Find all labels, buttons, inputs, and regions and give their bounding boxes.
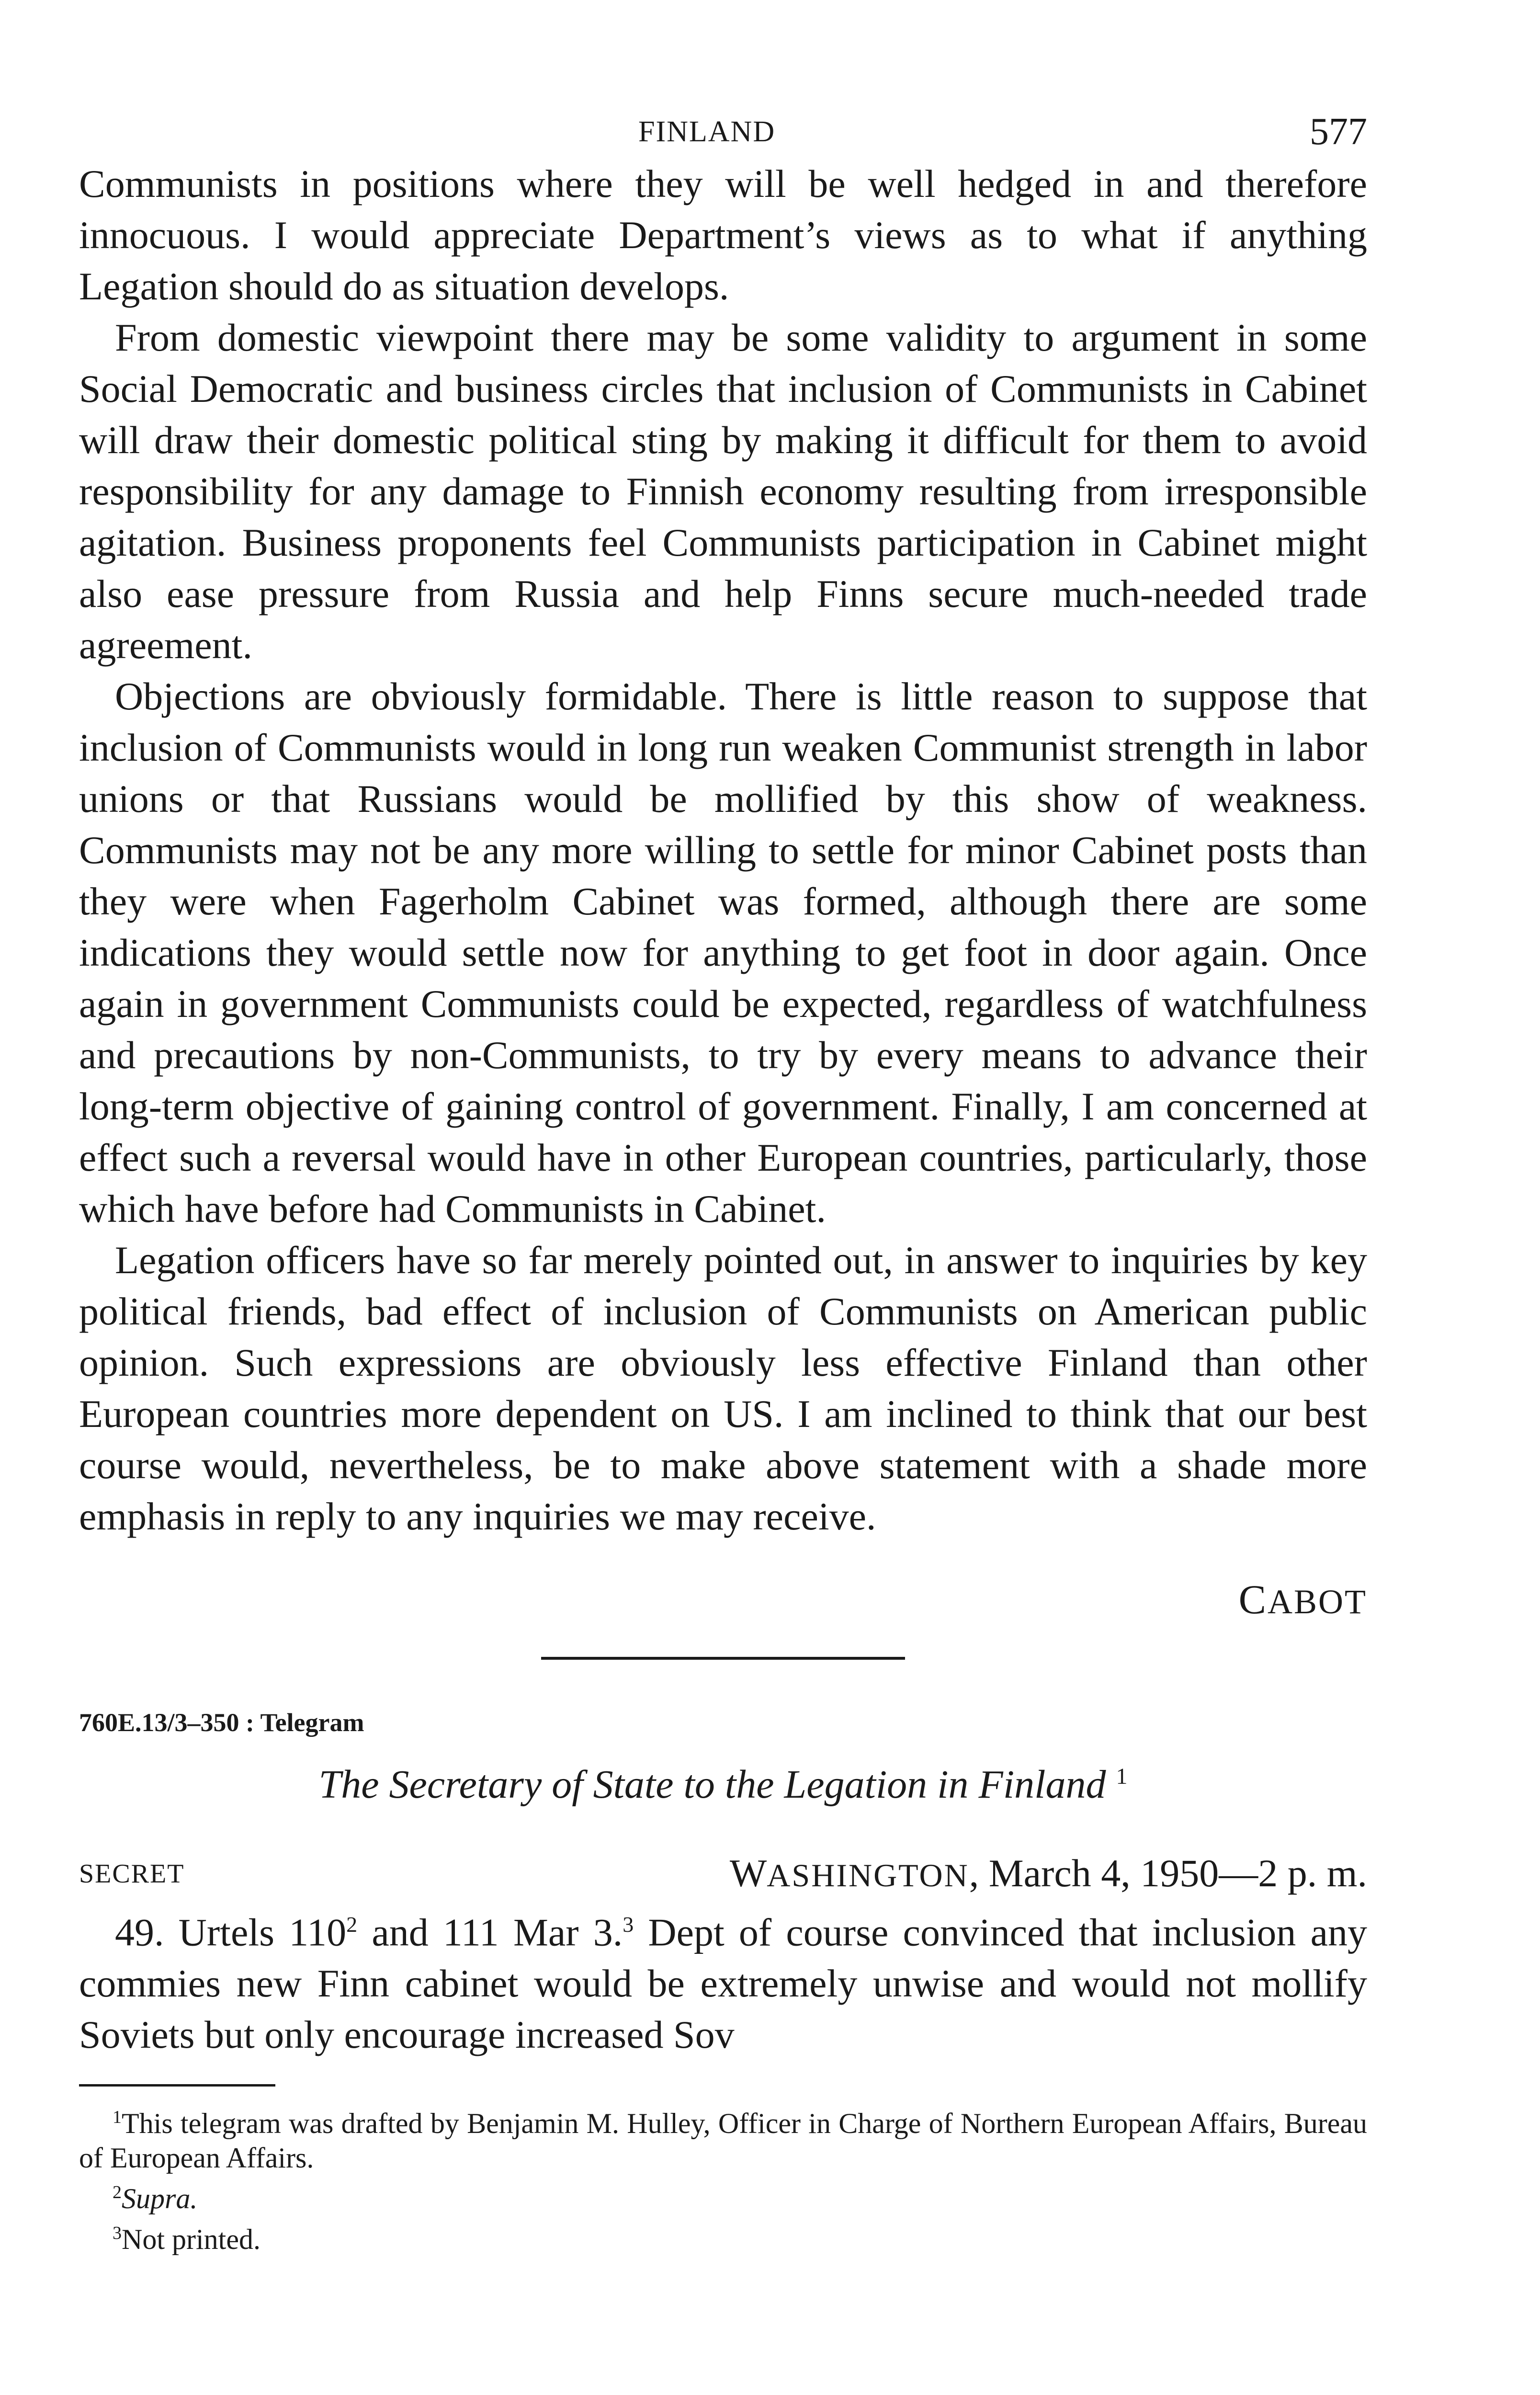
telegram-text-1: 49. Urtels 110 xyxy=(115,1910,347,1954)
footnote-mark-3: 3 xyxy=(113,2223,122,2244)
telegram-text-3: Dept of course convinced that inclusion any commies new Finn cabinet would be extremely unwise and would not mollify Soviets but only encourage increased Sov xyxy=(79,1910,1367,2057)
footnote-text-3: Not printed. xyxy=(122,2224,260,2256)
classification-label: SECRET xyxy=(79,1859,185,1889)
footnote-mark-1: 1 xyxy=(113,2107,122,2128)
footnote-divider xyxy=(79,2084,275,2087)
document-title xyxy=(79,1761,1367,1808)
footnote-ref-1: 1 xyxy=(1116,1764,1128,1789)
footnote-1 xyxy=(79,2100,1367,2175)
section-divider xyxy=(541,1657,905,1660)
telegram-text-2: and 111 Mar 3. xyxy=(357,1910,623,1954)
place-initial: W xyxy=(729,1851,767,1895)
paragraph-domestic-viewpoint: From domestic viewpoint there may be some validity to argument in some Social Democratic and business circles that inclusion of Communists in Cabinet will draw their domestic political sting by making it difficult for them to avoid responsibility for any damage to Finnish economy resulting from irresponsible agitation. Business proponents feel Communists participation in Cabinet might also ease pressure from Russia and help Finns secure much-needed trade agreement. xyxy=(79,316,1367,667)
telegram-body xyxy=(79,1899,1367,2060)
footnote-ref-2: 2 xyxy=(346,1912,358,1937)
telegram-paragraph xyxy=(79,1899,1367,2060)
letter-body xyxy=(79,158,1367,1542)
footnote-mark-2: 2 xyxy=(113,2182,122,2203)
footnote-3 xyxy=(79,2216,1367,2257)
page-number: 577 xyxy=(1310,111,1367,153)
file-reference: 760E.13/3–350 : Telegram xyxy=(79,1708,364,1737)
place-and-date xyxy=(730,1851,1367,1896)
signature-initial: C xyxy=(1238,1576,1268,1622)
footnote-2 xyxy=(79,2175,1367,2216)
signature xyxy=(79,1575,1367,1623)
footnotes xyxy=(79,2100,1367,2257)
running-head xyxy=(79,105,1367,158)
footnote-ref-3: 3 xyxy=(623,1912,634,1937)
footnote-text-2: Supra. xyxy=(122,2183,198,2215)
running-title: FINLAND xyxy=(638,115,776,148)
document-title-text: The Secretary of State to the Legation in Finland xyxy=(318,1762,1106,1807)
paragraph-legation-officers: Legation officers have so far merely pointed out, in answer to inquiries by key political friends, bad effect of inclusion of Communists on American public opinion. Such expressions are obviously less effective Finland than other European countries more dependent on US. I am inclined to think that our best course would, nevertheless, be to make above statement with a shade more emphasis in reply to any inquiries we may receive. xyxy=(79,1238,1367,1538)
place-rest: ASHINGTON xyxy=(767,1857,969,1893)
paragraph-continued: Communists in positions where they will be well hedged in and therefore innocuous. I would appreciate Department’s views as to what if anything Legation should do as situation develops. xyxy=(79,162,1367,308)
date-text: , March 4, 1950—2 p. m. xyxy=(969,1851,1367,1895)
paragraph-objections: Objections are obviously formidable. There is little reason to suppose that inclusion of Communists would in long run weaken Communist strength in labor unions or that Russians would be mollified by this show of weakness. Communists may not be any more willing to settle for minor Cabinet posts than they were when Fagerholm Cabinet was formed, although there are some indications they would settle now for anything to get foot in door again. Once again in government Communists could be expected, regardless of watchfulness and precautions by non-Communists, to try by every means to advance their long-term objective of gaining control of government. Finally, I am concerned at effect such a reversal would have in other European countries, particularly, those which have before had Communists in Cabinet. xyxy=(79,674,1367,1231)
document-page xyxy=(79,105,1367,2257)
signature-rest: ABOT xyxy=(1268,1583,1367,1621)
dateline xyxy=(79,1851,1367,1899)
footnote-text-1: This telegram was drafted by Benjamin M. Hulley, Officer in Charge of Northern European Affairs, Bureau of European Affairs. xyxy=(79,2108,1367,2174)
